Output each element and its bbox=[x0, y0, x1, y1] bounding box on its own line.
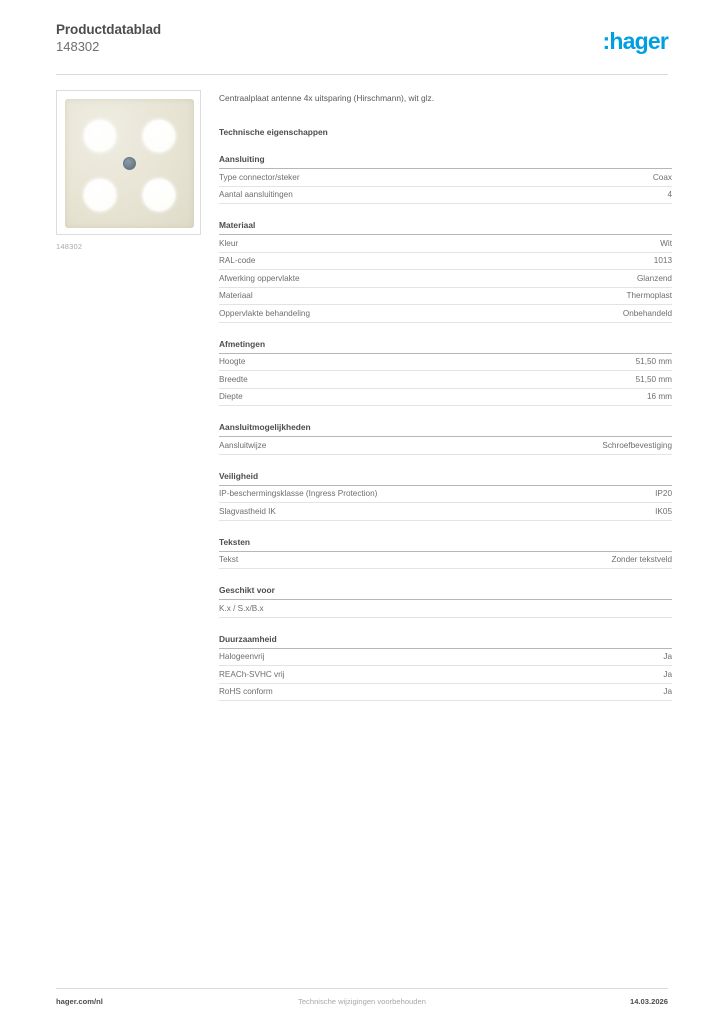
spec-value: 1013 bbox=[653, 256, 672, 265]
antenna-hole-bottom-left-icon bbox=[83, 178, 117, 212]
spec-value: IK05 bbox=[655, 506, 672, 516]
spec-row bbox=[219, 305, 672, 323]
spec-label: IP-beschermingsklasse (Ingress Protection) bbox=[219, 489, 378, 498]
footer-website[interactable]: hager.com/nl bbox=[56, 997, 103, 1006]
spec-label: K.x / S.x/B.x bbox=[219, 603, 264, 613]
spec-section bbox=[219, 339, 672, 407]
spec-label: Afwerking oppervlakte bbox=[219, 273, 300, 283]
spec-row bbox=[219, 503, 672, 521]
spec-row bbox=[219, 371, 672, 389]
spec-row bbox=[219, 684, 672, 702]
footer-date: 14.03.2026 bbox=[629, 997, 668, 1006]
spec-value: Zonder tekstveld bbox=[611, 555, 672, 564]
spec-label: Oppervlakte behandeling bbox=[219, 308, 311, 318]
spec-value: Onbehandeld bbox=[622, 308, 672, 318]
antenna-hole-top-left-icon bbox=[83, 119, 117, 153]
spec-section-title: Materiaal bbox=[219, 220, 672, 235]
spec-row bbox=[219, 552, 672, 570]
specifications-column bbox=[219, 92, 672, 701]
spec-section bbox=[219, 220, 672, 323]
spec-section-title: Duurzaamheid bbox=[219, 634, 672, 649]
spec-row bbox=[219, 437, 672, 455]
spec-section bbox=[219, 634, 672, 702]
page-title: Productdatablad bbox=[56, 22, 162, 37]
spec-label: RoHS conform bbox=[219, 687, 273, 696]
spec-row bbox=[219, 169, 672, 187]
product-description: Centraalplaat antenne 4x uitsparing (Hirschmann), wit glz. bbox=[219, 93, 435, 103]
spec-value: 16 mm bbox=[646, 392, 672, 401]
spec-value: Ja bbox=[663, 669, 672, 679]
spec-label: Halogeenvrij bbox=[219, 652, 265, 661]
spec-value: IP20 bbox=[655, 489, 672, 498]
spec-row bbox=[219, 486, 672, 504]
header-divider bbox=[56, 74, 668, 75]
spec-section-title: Aansluiting bbox=[219, 154, 672, 169]
spec-value: 4 bbox=[667, 190, 672, 199]
spec-row bbox=[219, 253, 672, 271]
spec-section bbox=[219, 585, 672, 618]
product-image bbox=[56, 90, 201, 235]
spec-row bbox=[219, 389, 672, 407]
spec-section-title: Teksten bbox=[219, 537, 672, 552]
spec-value: 51,50 mm bbox=[635, 374, 672, 384]
article-number: 148302 bbox=[56, 39, 100, 54]
product-figure bbox=[56, 90, 203, 251]
spec-label: Tekst bbox=[219, 555, 239, 564]
spec-value: Schroefbevestiging bbox=[602, 440, 672, 450]
spec-row bbox=[219, 649, 672, 667]
spec-section bbox=[219, 422, 672, 455]
spec-section bbox=[219, 154, 672, 204]
spec-label: Type connector/steker bbox=[219, 172, 300, 182]
spec-section bbox=[219, 537, 672, 570]
spec-value: Ja bbox=[663, 687, 672, 696]
technical-properties-heading: Technische eigenschappen bbox=[219, 127, 328, 137]
spec-label: Materiaal bbox=[219, 291, 253, 300]
spec-section-title: Aansluitmogelijkheden bbox=[219, 422, 672, 437]
spec-value: Ja bbox=[663, 652, 672, 661]
cover-plate-icon bbox=[65, 99, 194, 228]
spec-row bbox=[219, 600, 672, 618]
spec-label: Aantal aansluitingen bbox=[219, 190, 293, 199]
spec-section-title: Afmetingen bbox=[219, 339, 672, 354]
spec-section bbox=[219, 471, 672, 521]
page-footer bbox=[56, 997, 668, 1011]
spec-value: Thermoplast bbox=[626, 291, 672, 300]
spec-label: Diepte bbox=[219, 392, 243, 401]
spec-label: Hoogte bbox=[219, 357, 246, 366]
spec-row bbox=[219, 288, 672, 306]
center-screw-icon bbox=[123, 157, 136, 170]
spec-label: Breedte bbox=[219, 374, 248, 384]
antenna-hole-top-right-icon bbox=[142, 119, 176, 153]
footer-disclaimer: Technische wijzigingen voorbehouden bbox=[298, 997, 426, 1006]
antenna-hole-bottom-right-icon bbox=[142, 178, 176, 212]
spec-sections bbox=[219, 154, 672, 701]
spec-label: Aansluitwijze bbox=[219, 440, 267, 450]
spec-row bbox=[219, 187, 672, 205]
spec-label: REACh-SVHC vrij bbox=[219, 669, 285, 679]
spec-section-title: Geschikt voor bbox=[219, 585, 672, 600]
spec-value: Glanzend bbox=[636, 273, 672, 283]
spec-row bbox=[219, 235, 672, 253]
hager-logo: :hager bbox=[602, 28, 668, 54]
spec-label: RAL-code bbox=[219, 256, 256, 265]
spec-value: Coax bbox=[652, 172, 672, 182]
spec-section-title: Veiligheid bbox=[219, 471, 672, 486]
page-header bbox=[56, 22, 668, 68]
spec-value: 51,50 mm bbox=[635, 357, 672, 366]
image-caption: 148302 bbox=[56, 242, 83, 251]
spec-row bbox=[219, 666, 672, 684]
logo-wordmark: hager bbox=[609, 28, 668, 54]
spec-row bbox=[219, 354, 672, 372]
spec-row bbox=[219, 270, 672, 288]
spec-label: Kleur bbox=[219, 238, 239, 248]
spec-label: Slagvastheid IK bbox=[219, 506, 276, 516]
footer-divider bbox=[56, 988, 668, 989]
spec-value: Wit bbox=[660, 238, 672, 248]
